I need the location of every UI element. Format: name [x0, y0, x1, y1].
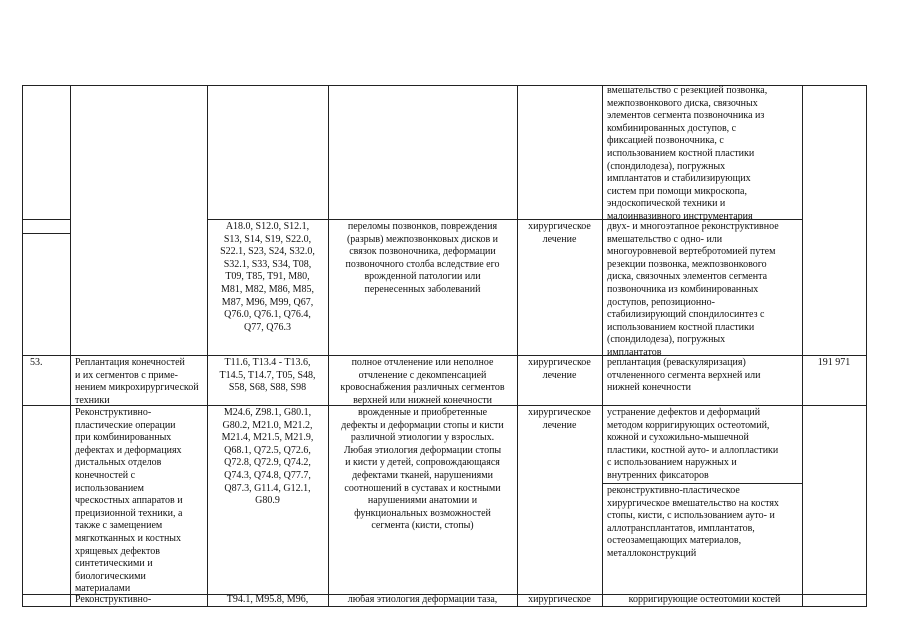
treatment-description-cell: корригирующие остеотомии костей	[628, 594, 781, 605]
procedure-name-cell: Реплантация конечностей и их сегментов с приме- нением микрохирургической техники	[75, 357, 199, 406]
column-divider	[207, 85, 208, 606]
icd-codes-cell: M24.6, Z98.1, G80.1, G80.2, M21.0, M21.2, M21.4, M21.5, M21.9, Q68.1, Q72.5, Q72.6, Q72.8, Q72.9, Q74.2, Q74.3, Q74.8, Q77.7, Q87.3, G11.4, G12.1, G80.9	[221, 407, 314, 507]
icd-codes-cell: A18.0, S12.0, S12.1, S13, S14, S19, S22.0, S22.1, S23, S24, S32.0, S32.1, S33, S34, T08, T09, T85, T91, M80, M81, M82, M86, M85, M87, M96, M99, Q67, Q76.0, Q76.1, Q76.4, Q77, Q76.3	[220, 221, 315, 333]
patient-model-cell: полное отчленение или неполное отчленение с декомпенсацией кровоснабжения различных сегментов верхней или нижней конечности	[340, 357, 505, 406]
patient-model-cell: переломы позвонков, повреждения (разрыв) межпозвонковых дисков и связок позвоночника, деформации позвоночного столба вследствие его врожденной патологии или перенесенных заболеваний	[345, 221, 500, 295]
row-number-cell: 53.	[30, 357, 43, 368]
icd-codes-cell: T11.6, T13.4 - T13.6, T14.5, T14.7, T05, S48, S58, S68, S88, S98	[219, 357, 316, 394]
row-divider	[22, 233, 70, 234]
column-divider	[802, 85, 803, 606]
treatment-description-cell: устранение дефектов и деформаций методом корригирующих остеотомий, кожной и сухожильно-мышечной пластики, костной ауто- и аллопластики с использованием наружных и внутренних фиксаторов	[607, 407, 779, 481]
treatment-type-cell: хирургическое	[528, 594, 591, 605]
procedure-name-cell: Реконструктивно-	[75, 594, 152, 605]
column-divider	[22, 85, 23, 606]
treatment-type-cell: хирургическое лечение	[528, 221, 591, 245]
column-divider	[866, 85, 867, 606]
column-divider	[70, 85, 71, 606]
treatment-type-cell: хирургическое лечение	[528, 407, 591, 431]
icd-codes-cell: T94.1, M95.8, M96,	[226, 594, 309, 605]
procedure-name-cell: Реконструктивно- пластические операции при комбинированных дефектах и деформациях дистальных отделов конечностей с использованием чрескостных аппаратов и прецизионной техники, а также с замещением мягкотканных и костных хрящевых дефектов синтетическими и биологическими материалами	[75, 407, 183, 595]
treatment-type-cell: хирургическое лечение	[528, 357, 591, 381]
treatment-description-cell: реплантация (реваскуляризация) отчлененного сегмента верхней или нижней конечности	[607, 357, 761, 394]
row-divider	[22, 219, 70, 220]
patient-model-cell: любая этиология деформации таза,	[347, 594, 498, 605]
treatment-description-cell: реконструктивно-пластическое хирургическое вмешательство на костях стопы, кисти, с использованием ауто- и аллотрансплантатов, имплантатов, остеозамещающих материалов, металлоконструкций	[607, 485, 779, 559]
column-divider	[602, 85, 603, 606]
cell-divider	[602, 483, 802, 484]
column-divider	[517, 85, 518, 606]
cost-cell: 191 971	[817, 357, 851, 368]
treatment-description-cell: двух- и многоэтапное реконструктивное вмешательство с одно- или многоуровневой вертебротомией путем резекции позвонка, межпозвонкового диска, связочных элементов сегмента позвоночника из комбинированных доступов, репозиционно- стабилизирующий спондилосинтез с использованием костной пластики (спондилодеза), погружных имплантатов	[607, 221, 779, 358]
patient-model-cell: врожденные и приобретенные дефекты и деформации стопы и кисти различной этиологии у взрослых. Любая этиология деформации стопы и кисти у детей, сопровождающаяся дефектами тканей, нарушениями соотношений в суставах и костными нарушениями анатомии и функциональных возможностей сегмента (кисти, стопы)	[341, 407, 504, 532]
treatment-description-cell: вмешательство с резекцией позвонка, межпозвонкового диска, связочных элементов сегмента позвоночника из комбинированных доступов, с фиксацией позвоночника, с использованием костной пластики (спондилодеза), погружных имплантатов и стабилизирующих систем при помощи микроскопа, эндоскопической техники и малоинвазивного инструментария	[607, 85, 768, 222]
